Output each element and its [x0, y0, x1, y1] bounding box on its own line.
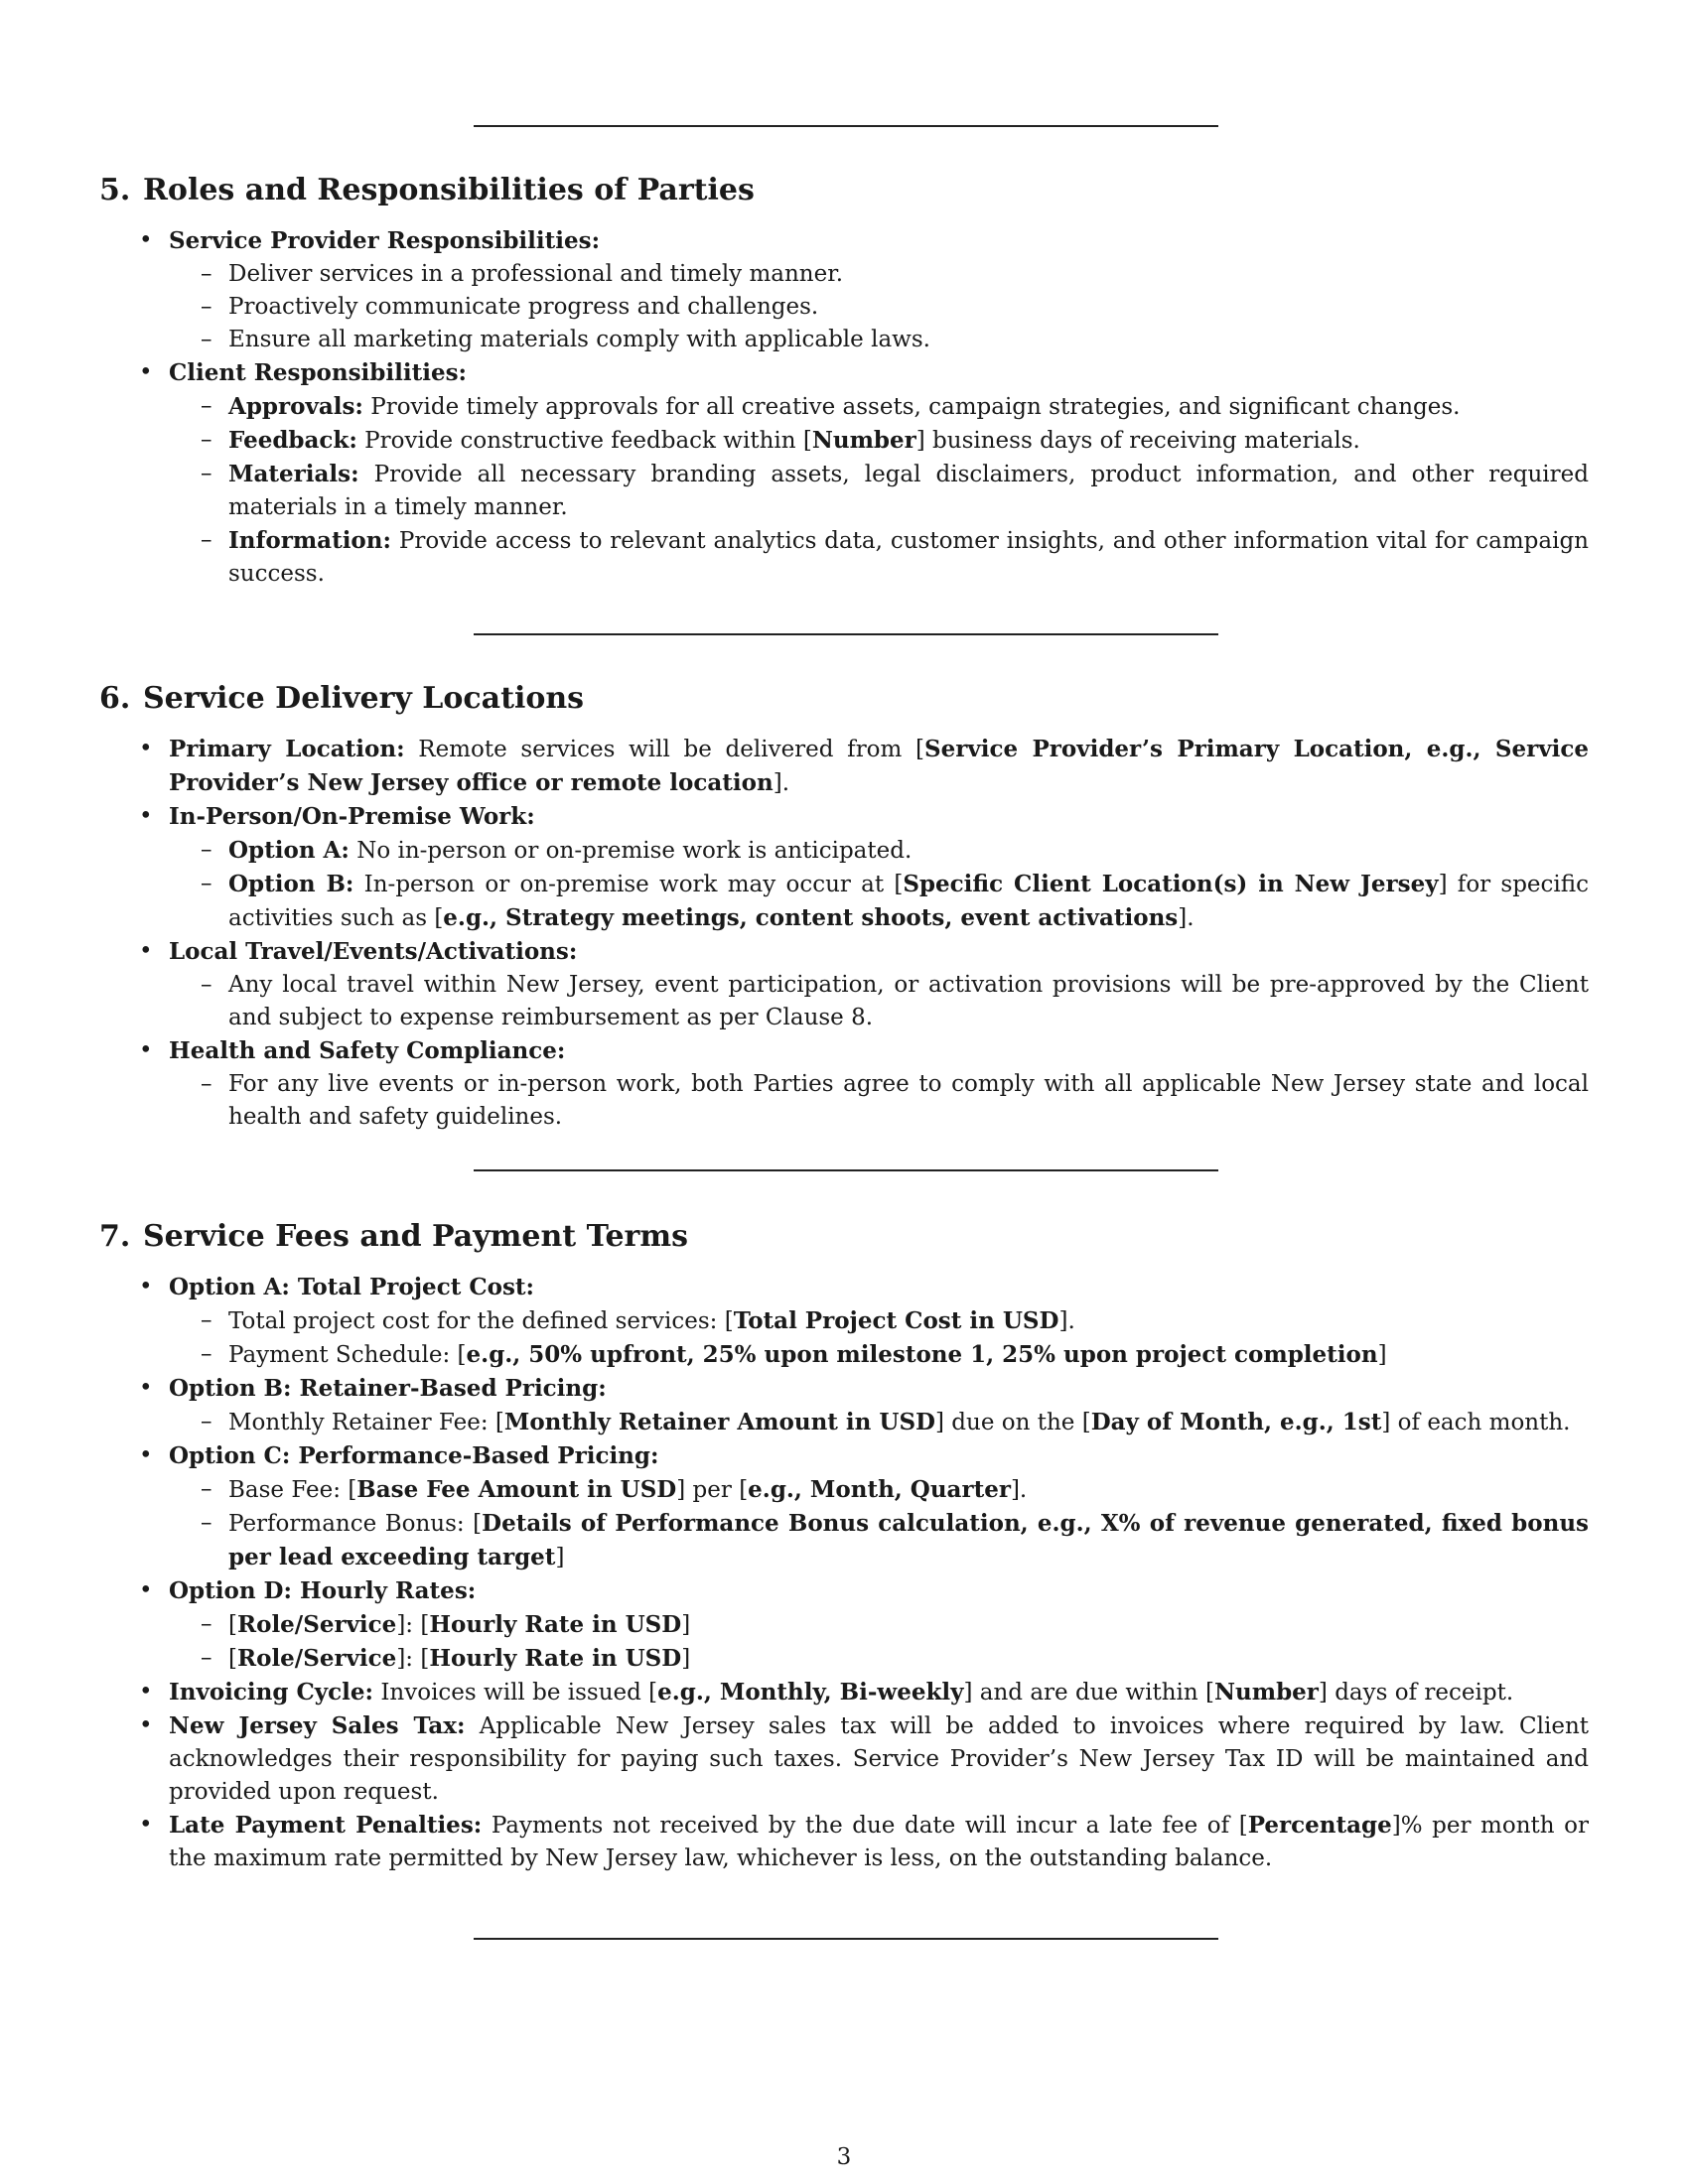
list-item: – Monthly Retainer Fee: [Monthly Retainer Amount in USD] due on the [Day of Month, e.g., 1st] of each month.: [169, 1406, 1589, 1439]
list-item: • Option C: Performance-Based Pricing: – Base Fee: [Base Fee Amount in USD] per [e.g., Month, Quarter]. – Performance Bonus: [Details of Performance Bonus calculation, e.g., X% of revenue generated, fixed bonus per lead exceeding target]: [99, 1439, 1589, 1574]
section-heading: 7. Service Fees and Payment Terms: [99, 1219, 688, 1254]
list-item: – Materials: Provide all necessary branding assets, legal disclaimers, product information, and other required materials in a timely manner.: [169, 458, 1589, 524]
list-item: – Performance Bonus: [Details of Performance Bonus calculation, e.g., X% of revenue generated, fixed bonus per lead exceeding target]: [169, 1507, 1589, 1574]
list-item: • Health and Safety Compliance: – For any live events or in-person work, both Parties agree to comply with all applicable New Jersey state and local health and safety guidelines.: [99, 1034, 1589, 1134]
horizontal-rule: [474, 633, 1218, 635]
list-item: • Invoicing Cycle: Invoices will be issued [e.g., Monthly, Bi-weekly] and are due within [Number] days of receipt.: [99, 1676, 1589, 1709]
list-item: – Deliver services in a professional and timely manner.: [169, 258, 1589, 291]
list-item: – Proactively communicate progress and challenges.: [169, 291, 1589, 324]
list-item: – Option B: In-person or on-premise work may occur at [Specific Client Location(s) in New Jersey] for specific activities such as [e.g., Strategy meetings, content shoots, event activations].: [169, 868, 1589, 935]
list-item: • Service Provider Responsibilities: – Deliver services in a professional and timely manner. – Proactively communicate progress and challenges. – Ensure all marketing materials comply with applicable laws.: [99, 224, 1589, 356]
list-item: – Information: Provide access to relevant analytics data, customer insights, and other information vital for campaign success.: [169, 524, 1589, 591]
list-item: – Any local travel within New Jersey, event participation, or activation provisions will be pre-approved by the Client and subject to expense reimbursement as per Clause 8.: [169, 969, 1589, 1034]
list-item: – Ensure all marketing materials comply with applicable laws.: [169, 324, 1589, 356]
horizontal-rule: [474, 1169, 1218, 1171]
section-7: [99, 1217, 1589, 1875]
list-item: • In-Person/On-Premise Work: – Option A: No in-person or on-premise work is anticipated. – Option B: In-person or on-premise work may occur at [Specific Client Location(s) in New Jersey] for specific activities such as [e.g., Strategy meetings, content shoots, event activations].: [99, 800, 1589, 935]
list-item: – Total project cost for the defined services: [Total Project Cost in USD].: [169, 1304, 1589, 1338]
list-item: – For any live events or in-person work, both Parties agree to comply with all applicable New Jersey state and local health and safety guidelines.: [169, 1068, 1589, 1134]
list-item: • Late Payment Penalties: Payments not received by the due date will incur a late fee of [Percentage]% per month or the maximum rate permitted by New Jersey law, whichever is less, on the outstanding balance.: [99, 1809, 1589, 1875]
list-item: – [Role/Service]: [Hourly Rate in USD]: [169, 1642, 1589, 1676]
sub-list: [169, 969, 1589, 1034]
bullet-list: [99, 733, 1589, 1134]
sub-list: [169, 1406, 1589, 1439]
section-6: [99, 679, 1589, 1134]
sub-list: [169, 390, 1589, 591]
horizontal-rule: [474, 125, 1218, 127]
sub-list: [169, 834, 1589, 935]
sub-list: [169, 1608, 1589, 1676]
bullet-list: [99, 1271, 1589, 1875]
sub-list: [169, 1068, 1589, 1134]
list-item: • Option D: Hourly Rates: – [Role/Service]: [Hourly Rate in USD] – [Role/Service]: [Hourly Rate in USD]: [99, 1574, 1589, 1676]
list-item: • Option A: Total Project Cost: – Total project cost for the defined services: [Total Project Cost in USD]. – Payment Schedule: [e.g., 50% upfront, 25% upon milestone 1, 25% upon project completion]: [99, 1271, 1589, 1372]
list-item: – Base Fee: [Base Fee Amount in USD] per [e.g., Month, Quarter].: [169, 1473, 1589, 1507]
list-item: • Client Responsibilities: – Approvals: Provide timely approvals for all creative assets, campaign strategies, and significant changes. – Feedback: Provide constructive feedback within [Number] business days of receiving materials. – Materials: Provide all necessary branding assets, legal disclaimers, product information, and other required materials in a timely manner. – Information: Provide access to relevant analytics data, customer insights, and other information vital for campaign success.: [99, 356, 1589, 591]
list-item: • Primary Location: Remote services will be delivered from [Service Provider’s Primary Location, e.g., Service Provider’s New Jersey office or remote location].: [99, 733, 1589, 800]
page-number: 3: [836, 2144, 852, 2170]
bullet-list: [99, 224, 1589, 591]
sub-list: [169, 258, 1589, 356]
list-item: • Local Travel/Events/Activations: – Any local travel within New Jersey, event participation, or activation provisions will be pre-approved by the Client and subject to expense reimbursement as per Clause 8.: [99, 935, 1589, 1034]
section-heading: 5. Roles and Responsibilities of Parties: [99, 173, 755, 207]
list-item: – Feedback: Provide constructive feedback within [Number] business days of receiving materials.: [169, 424, 1589, 458]
list-item: • Option B: Retainer-Based Pricing: – Monthly Retainer Fee: [Monthly Retainer Amount in USD] due on the [Day of Month, e.g., 1st] of each month.: [99, 1372, 1589, 1439]
sub-list: [169, 1304, 1589, 1372]
list-item: – [Role/Service]: [Hourly Rate in USD]: [169, 1608, 1589, 1642]
list-item: • New Jersey Sales Tax: Applicable New Jersey sales tax will be added to invoices where required by law. Client acknowledges their responsibility for paying such taxes. Service Provider’s New Jersey Tax ID will be maintained and provided upon request.: [99, 1709, 1589, 1809]
list-item: – Option A: No in-person or on-premise work is anticipated.: [169, 834, 1589, 868]
list-item: – Payment Schedule: [e.g., 50% upfront, 25% upon milestone 1, 25% upon project completion]: [169, 1338, 1589, 1372]
sub-list: [169, 1473, 1589, 1574]
section-5: [99, 171, 1589, 591]
list-item: – Approvals: Provide timely approvals for all creative assets, campaign strategies, and significant changes.: [169, 390, 1589, 424]
section-heading: 6. Service Delivery Locations: [99, 681, 585, 716]
horizontal-rule: [474, 1938, 1218, 1940]
